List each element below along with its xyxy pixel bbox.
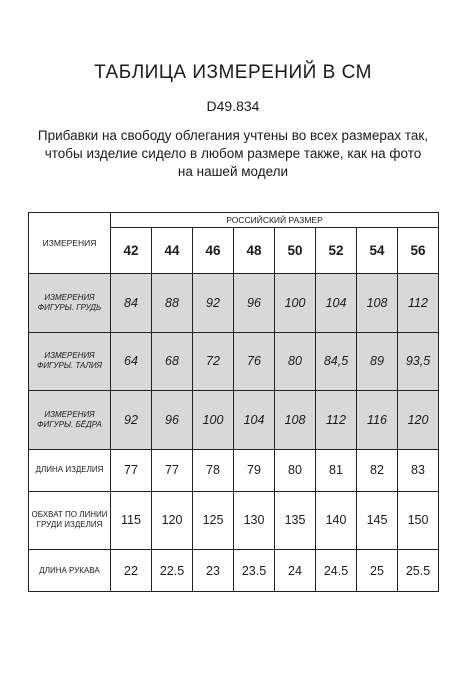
value-cell: 112 bbox=[316, 391, 357, 450]
value-cell: 145 bbox=[357, 491, 398, 550]
description-line: чтобы изделие сидело в любом размере также, как на фото bbox=[44, 146, 422, 161]
value-cell: 96 bbox=[152, 391, 193, 450]
value-cell: 78 bbox=[193, 449, 234, 491]
size-table bbox=[28, 212, 439, 592]
value-cell: 84,5 bbox=[316, 332, 357, 391]
value-cell: 68 bbox=[152, 332, 193, 391]
value-cell: 23 bbox=[193, 550, 234, 592]
size-header-cell: 46 bbox=[193, 228, 234, 274]
value-cell: 100 bbox=[193, 391, 234, 450]
value-cell: 100 bbox=[275, 274, 316, 333]
value-cell: 108 bbox=[275, 391, 316, 450]
value-cell: 25 bbox=[357, 550, 398, 592]
value-cell: 77 bbox=[152, 449, 193, 491]
value-cell: 92 bbox=[193, 274, 234, 333]
size-header-cell: 54 bbox=[357, 228, 398, 274]
size-header-cell: 52 bbox=[316, 228, 357, 274]
value-cell: 92 bbox=[111, 391, 152, 450]
value-cell: 140 bbox=[316, 491, 357, 550]
value-cell: 81 bbox=[316, 449, 357, 491]
value-cell: 84 bbox=[111, 274, 152, 333]
value-cell: 93,5 bbox=[398, 332, 439, 391]
value-cell: 120 bbox=[152, 491, 193, 550]
value-cell: 104 bbox=[316, 274, 357, 333]
value-cell: 88 bbox=[152, 274, 193, 333]
size-header-cell: 44 bbox=[152, 228, 193, 274]
measurements-header: ИЗМЕРЕНИЯ bbox=[29, 213, 111, 274]
value-cell: 82 bbox=[357, 449, 398, 491]
value-cell: 79 bbox=[234, 449, 275, 491]
table-row bbox=[29, 391, 439, 450]
table-row bbox=[29, 332, 439, 391]
value-cell: 23.5 bbox=[234, 550, 275, 592]
value-cell: 108 bbox=[357, 274, 398, 333]
description-line: на нашей модели bbox=[177, 164, 289, 179]
product-code: D49.834 bbox=[206, 98, 260, 114]
size-header-cell: 48 bbox=[234, 228, 275, 274]
value-cell: 135 bbox=[275, 491, 316, 550]
value-cell: 25.5 bbox=[398, 550, 439, 592]
value-cell: 120 bbox=[398, 391, 439, 450]
table-row bbox=[29, 274, 439, 333]
size-header-cell: 56 bbox=[398, 228, 439, 274]
value-cell: 112 bbox=[398, 274, 439, 333]
row-label: ИЗМЕРЕНИЯ ФИГУРЫ. БЁДРА bbox=[29, 391, 111, 450]
row-label: ОБХВАТ ПО ЛИНИИ ГРУДИ ИЗДЕЛИЯ bbox=[29, 491, 111, 550]
value-cell: 22.5 bbox=[152, 550, 193, 592]
value-cell: 77 bbox=[111, 449, 152, 491]
value-cell: 76 bbox=[234, 332, 275, 391]
russian-size-header: РОССИЙСКИЙ РАЗМЕР bbox=[111, 213, 439, 228]
value-cell: 72 bbox=[193, 332, 234, 391]
value-cell: 96 bbox=[234, 274, 275, 333]
size-header-cell: 50 bbox=[275, 228, 316, 274]
value-cell: 80 bbox=[275, 449, 316, 491]
row-label: ДЛИНА ИЗДЕЛИЯ bbox=[29, 449, 111, 491]
table-row bbox=[29, 491, 439, 550]
value-cell: 125 bbox=[193, 491, 234, 550]
value-cell: 116 bbox=[357, 391, 398, 450]
value-cell: 130 bbox=[234, 491, 275, 550]
value-cell: 104 bbox=[234, 391, 275, 450]
description-line: Прибавки на свободу облегания учтены во всех размерах так, bbox=[37, 128, 429, 143]
row-label: ИЗМЕРЕНИЯ ФИГУРЫ. ГРУДЬ bbox=[29, 274, 111, 333]
value-cell: 150 bbox=[398, 491, 439, 550]
value-cell: 24 bbox=[275, 550, 316, 592]
page-title: ТАБЛИЦА ИЗМЕРЕНИЙ В СМ bbox=[94, 62, 372, 83]
value-cell: 89 bbox=[357, 332, 398, 391]
value-cell: 24.5 bbox=[316, 550, 357, 592]
value-cell: 64 bbox=[111, 332, 152, 391]
table-row bbox=[29, 550, 439, 592]
value-cell: 83 bbox=[398, 449, 439, 491]
row-label: ИЗМЕРЕНИЯ ФИГУРЫ. ТАЛИЯ bbox=[29, 332, 111, 391]
value-cell: 80 bbox=[275, 332, 316, 391]
description bbox=[20, 127, 446, 181]
value-cell: 115 bbox=[111, 491, 152, 550]
size-header-cell: 42 bbox=[111, 228, 152, 274]
row-label: ДЛИНА РУКАВА bbox=[29, 550, 111, 592]
table-row bbox=[29, 449, 439, 491]
value-cell: 22 bbox=[111, 550, 152, 592]
